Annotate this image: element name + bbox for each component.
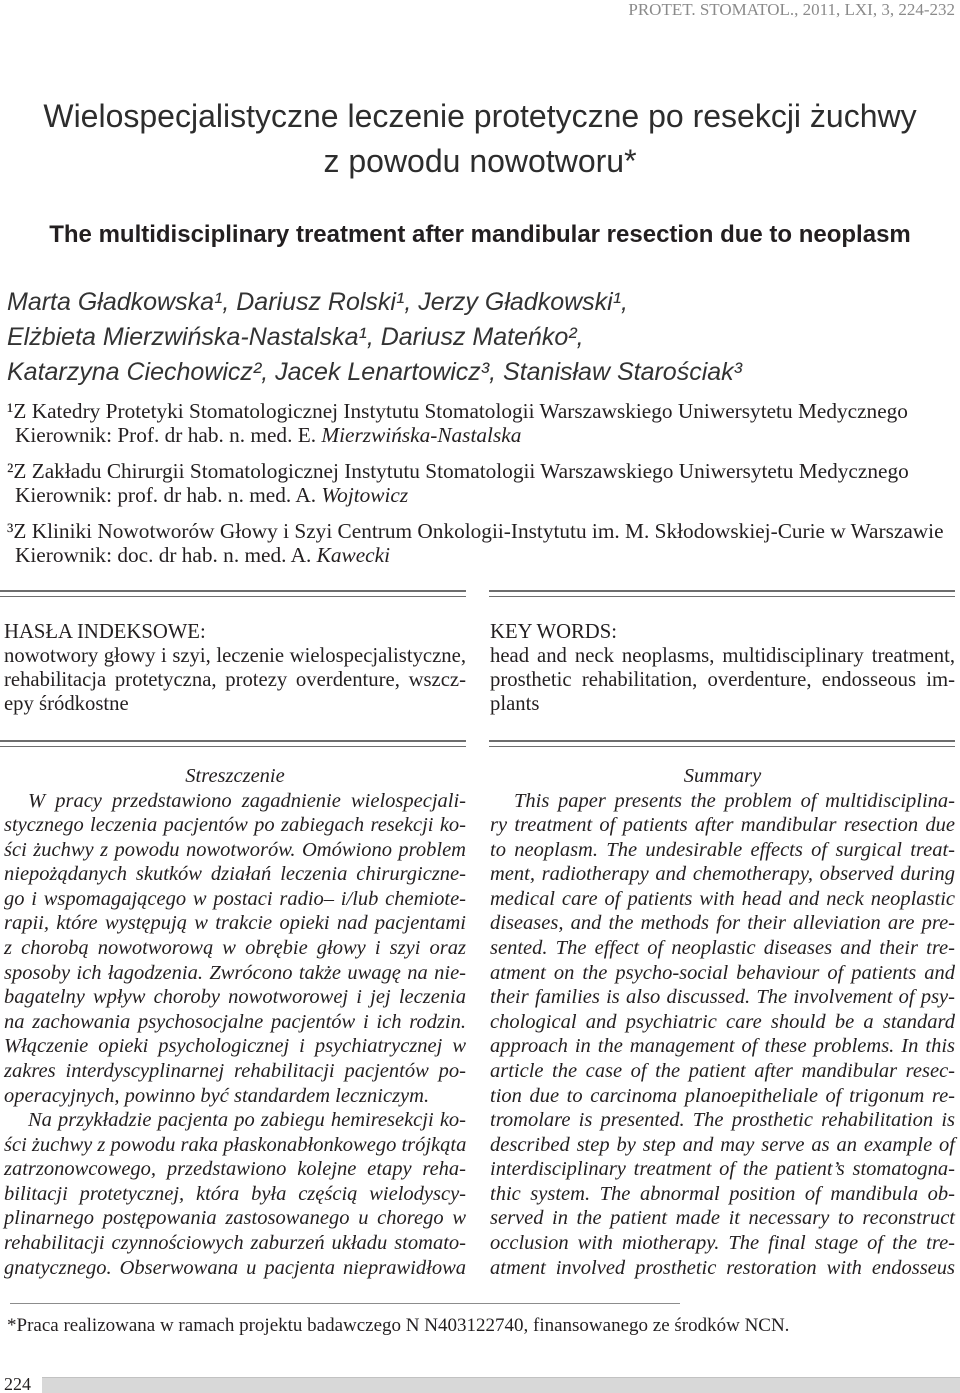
abstract-english (490, 764, 955, 1280)
abstract-line: occlusion with miotherapy. The final stage of the tre- (490, 1231, 955, 1254)
abstract-line: described step by step and may serve as an example of (490, 1133, 955, 1156)
author-line: Katarzyna Ciechowicz², Jacek Lenartowicz³, Stanisław Starościak³ (7, 358, 742, 386)
affiliation-3 (7, 519, 955, 567)
abstract-line: sposoby ich łagodzenia. Zwrócono także uwagę na nie- (4, 961, 466, 984)
double-rule-divider (489, 590, 955, 597)
abstract-line: chological and psychiatric care should be a standard (490, 1010, 955, 1033)
affiliation-head-name: Kawecki (316, 543, 390, 567)
keywords-line: rehabilitacja protetyczna, protezy overdenture, wszcz- (4, 669, 466, 691)
abstract-line: Na przykładzie pacjenta po zabiegu hemiresekcji ko- (28, 1109, 466, 1132)
title-english: The multidisciplinary treatment after mandibular resection due to neoplasm (49, 221, 911, 248)
footnote: *Praca realizowana w ramach projektu badawczego N N403122740, finansowanego ze środków NCN. (7, 1315, 790, 1336)
double-rule-divider (0, 740, 466, 747)
affiliation-head (7, 543, 955, 567)
abstract-line: zakres interdyscyplinarnej rehabilitacji pacjentów po- (4, 1059, 466, 1082)
author-list (7, 285, 955, 390)
abstract-line: rehabilitacji czynnościowych zaburzeń układu stomato- (4, 1231, 466, 1254)
abstract-line: sented. The effect of neoplastic diseases and their tre- (490, 937, 955, 960)
affiliation-2 (7, 459, 955, 507)
abstract-line: medical care of patients with head and neck neoplastic (490, 887, 955, 910)
abstract-line: operacyjnych, powinno być standardem leczniczym. (4, 1084, 430, 1107)
abstract-line: rapii, które występują w trakcie opieki nad pacjentami (4, 912, 466, 935)
abstract-polish-heading: Streszczenie (185, 765, 285, 787)
abstract-line: na zachowania psychosocjalne pacjentów i ich rodzin. (4, 1010, 466, 1033)
abstract-line: niepożądanych skutków działań leczenia chirurgiczne- (4, 863, 466, 886)
abstract-line: atment involved prosthetic restoration with endosseus (490, 1256, 955, 1279)
abstract-line: plinarnego postępowania zastosowanego u chorego w (4, 1207, 466, 1230)
abstract-line: tion due to carcinoma planoepitheliale of trigonum re- (490, 1084, 955, 1107)
abstract-line: This paper presents the problem of multidisciplina- (514, 789, 955, 812)
abstract-english-heading: Summary (683, 765, 762, 787)
abstract-line: their families is also discussed. The involvement of psy- (490, 986, 955, 1009)
abstract-line: bagatelny wpływ choroby nowotworowej i jej leczenia (4, 986, 466, 1009)
abstract-line: thic system. The abnormal position of mandibula ob- (490, 1182, 955, 1205)
keywords-line: nowotwory głowy i szyi, leczenie wielospecjalistyczne, (4, 645, 466, 667)
keywords-line: prosthetic rehabilitation, overdenture, endosseous im- (490, 669, 955, 691)
abstract-line: zatrzonowcowego, przedstawiono kolejne etapy reha- (4, 1158, 466, 1181)
abstract-line: served in the patient made it necessary to reconstruct (490, 1207, 955, 1230)
abstract-line: tromolare is presented. The prosthetic rehabilitation is (490, 1109, 955, 1132)
abstract-line: interdisciplinary treatment of the patient’s stomatogna- (490, 1158, 955, 1181)
affiliation-1 (7, 399, 955, 447)
affiliation-head-name: Wojtowicz (321, 483, 409, 507)
keywords-line: epy śródkostne (4, 693, 129, 715)
abstract-line: ry treatment of patients after mandibular resection due (490, 814, 955, 837)
abstract-line: go i wspomagającego w postaci radio– i/lub chemiote- (4, 887, 466, 910)
affiliation-head-prefix: Kierownik: Prof. dr hab. n. med. E. (15, 423, 317, 447)
page-footer-bar (42, 1377, 960, 1393)
affiliation-unit: ²Z Zakładu Chirurgii Stomatologicznej Instytutu Stomatologii Warszawskiego Uniwersytetu Medycznego (7, 459, 909, 483)
abstract-line: ści żuchwy z powodu nowotworów. Omówiono problem (4, 838, 466, 861)
abstract-line: Włączenie opieki psychologicznej i psychiatrycznej w (4, 1035, 466, 1058)
footnote-separator (10, 1303, 680, 1304)
affiliation-head (7, 483, 955, 507)
keywords-polish (4, 620, 466, 716)
abstract-line: to neoplasm. The undesirable effects of surgical treat- (490, 838, 955, 861)
keywords-polish-heading: HASŁA INDEKSOWE: (4, 621, 206, 643)
abstract-line: stycznego leczenia pacjentów po zabiegach resekcji ko- (4, 814, 466, 837)
title-polish (0, 94, 960, 184)
affiliation-head-prefix: Kierownik: doc. dr hab. n. med. A. (15, 543, 312, 567)
affiliation-head-name: Mierzwińska-Nastalska (321, 423, 522, 447)
affiliation-unit: ³Z Kliniki Nowotworów Głowy i Szyi Centrum Onkologii-Instytutu im. M. Skłodowskiej-Curie w Warszawie (7, 519, 944, 543)
title-polish-line-1: Wielospecjalistyczne leczenie protetyczne po resekcji żuchwy (43, 98, 917, 134)
author-line: Elżbieta Mierzwińska-Nastalska¹, Dariusz Mateńko², (7, 323, 584, 351)
double-rule-divider (489, 740, 955, 747)
keywords-line: head and neck neoplasms, multidisciplinary treatment, (490, 645, 955, 667)
keywords-english (490, 620, 955, 716)
abstract-line: approach in the management of these problems. In this (490, 1035, 955, 1058)
double-rule-divider (0, 590, 466, 597)
abstract-line: atment on the psycho-social behaviour of patients and (490, 961, 955, 984)
affiliation-unit: ¹Z Katedry Protetyki Stomatologicznej Instytutu Stomatologii Warszawskiego Uniwersytetu Medycznego (7, 399, 908, 423)
keywords-line: plants (490, 693, 540, 715)
abstract-line: ment, radiotherapy and chemotherapy, observed during (490, 863, 955, 886)
affiliation-head-prefix: Kierownik: prof. dr hab. n. med. A. (15, 483, 317, 507)
abstract-line: diseases, and the methods for their alleviation are pre- (490, 912, 955, 935)
affiliation-head (7, 423, 955, 447)
abstract-line: ści żuchwy z powodu raka płaskonabłonkowego trójkąta (4, 1133, 467, 1156)
keywords-english-heading: KEY WORDS: (490, 621, 618, 643)
abstract-line: bilitacji protetycznej, która była częścią wielodyscy- (4, 1182, 466, 1205)
abstract-line: article the case of the patient after mandibular resec- (490, 1059, 955, 1082)
abstract-line: z chorobą nowotworową w obrębie głowy i szyi oraz (4, 937, 466, 960)
abstract-line: gnatycznego. Obserwowana u pacjenta nieprawidłowa (4, 1256, 466, 1279)
abstract-line: W pracy przedstawiono zagadnienie wielospecjali- (28, 789, 466, 812)
running-head: PROTET. STOMATOL., 2011, LXI, 3, 224-232 (628, 0, 955, 19)
abstract-polish (4, 764, 466, 1280)
page-number: 224 (4, 1374, 31, 1393)
title-polish-line-2: z powodu nowotworu* (323, 143, 637, 179)
author-line: Marta Gładkowska¹, Dariusz Rolski¹, Jerzy Gładkowski¹, (7, 288, 628, 316)
